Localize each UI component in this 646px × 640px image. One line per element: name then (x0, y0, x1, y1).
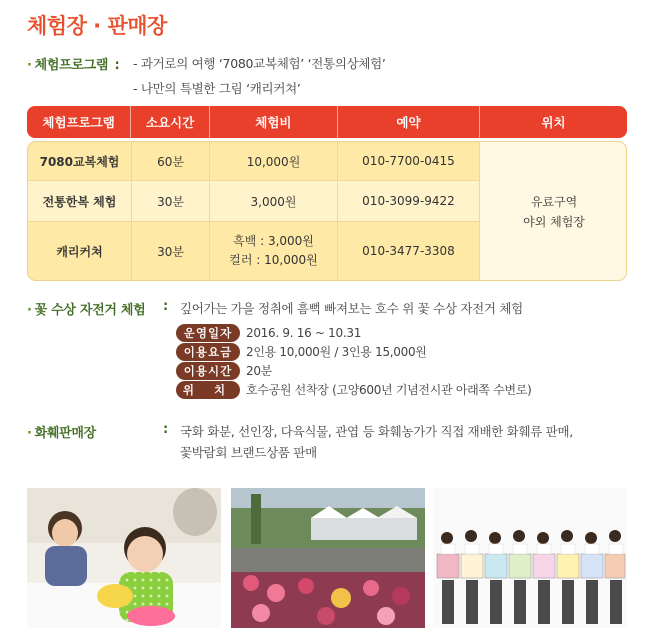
cell-phone[interactable]: 010-3099-9422 (338, 181, 480, 221)
photo-group-with-artworks (433, 488, 627, 628)
cell-program: 캐리커쳐 (28, 220, 132, 281)
shop-section-label (27, 422, 96, 441)
info-row (176, 361, 531, 380)
cell-fee (210, 220, 338, 281)
shop-line-2: 꽃박람회 브랜드상품 판매 (180, 445, 317, 460)
fee-mono: 흑백 : 3,000원 (233, 234, 314, 248)
info-badge: 운영일자 (176, 324, 240, 342)
shop-label: 화훼판매장 (34, 426, 96, 441)
cell-time: 30분 (132, 220, 210, 281)
info-badge: 이용요금 (176, 343, 240, 361)
program-label: 체험프로그램 (34, 58, 109, 73)
fee-color: 컬러 : 10,000원 (229, 253, 318, 267)
info-badge: 이용시간 (176, 362, 240, 380)
shop-colon: : (163, 422, 168, 437)
cell-phone[interactable]: 010-7700-0415 (338, 142, 480, 180)
header-time: 소요시간 (131, 106, 209, 138)
table-row (28, 142, 480, 180)
cell-fee: 10,000원 (210, 142, 338, 180)
bike-colon: : (163, 299, 168, 314)
photo-flower-market (231, 488, 425, 628)
info-text: 20분 (246, 364, 272, 378)
program-table (27, 106, 627, 281)
page-title: 체험장 · 판매장 (27, 14, 167, 38)
program-section-label (27, 54, 119, 73)
info-text: 2016. 9. 16 ~ 10.31 (246, 325, 362, 340)
info-row (176, 380, 531, 399)
info-badge: 위 치 (176, 381, 240, 399)
header-location: 위치 (541, 115, 566, 130)
bike-section-label (27, 299, 145, 318)
bullet-icon: · (27, 58, 32, 73)
cell-location (480, 142, 627, 281)
program-colon: : (114, 58, 120, 73)
table-body (27, 141, 627, 281)
info-text: 2인용 10,000원 / 3인용 15,000원 (246, 345, 427, 359)
cell-program: 7080교복체험 (28, 142, 132, 180)
header-program: 체험프로그램 (27, 106, 131, 138)
bike-info-list (176, 323, 531, 399)
info-text: 호수공원 선착장 (고양600년 기념전시관 아래쪽 수변로) (246, 383, 532, 397)
bullet-icon: · (27, 303, 32, 318)
table-row (28, 180, 480, 222)
table-row (28, 220, 480, 281)
photo-children-experience (27, 488, 221, 628)
header-fee: 체험비 (210, 106, 338, 138)
bike-label: 꽃 수상 자전거 체험 (34, 303, 146, 318)
shop-line-1: 국화 화분, 선인장, 다육식물, 관엽 등 화훼농가가 직접 재배한 화훼류 판매, (180, 424, 573, 439)
location-line-2: 야외 체험장 (523, 215, 585, 229)
cell-time: 30분 (132, 181, 210, 221)
cell-time: 60분 (132, 142, 210, 180)
bullet-icon: · (27, 426, 32, 441)
table-header (27, 106, 627, 138)
info-row (176, 323, 531, 342)
cell-fee: 3,000원 (210, 181, 338, 221)
program-line-2: - 나만의 특별한 그림 ‘캐리커쳐’ (133, 81, 301, 96)
bike-description: 깊어가는 가을 정취에 흠뻑 빠져보는 호수 위 꽃 수상 자전거 체험 (180, 301, 523, 316)
info-row (176, 342, 531, 361)
cell-program: 전통한복 체험 (28, 181, 132, 221)
program-line-1: - 과거로의 여행 ‘7080교복체험’ ‘전통의상체험’ (133, 56, 386, 71)
location-line-1: 유료구역 (530, 195, 578, 209)
header-reservation: 예약 (338, 106, 480, 138)
cell-phone[interactable]: 010-3477-3308 (338, 220, 480, 281)
